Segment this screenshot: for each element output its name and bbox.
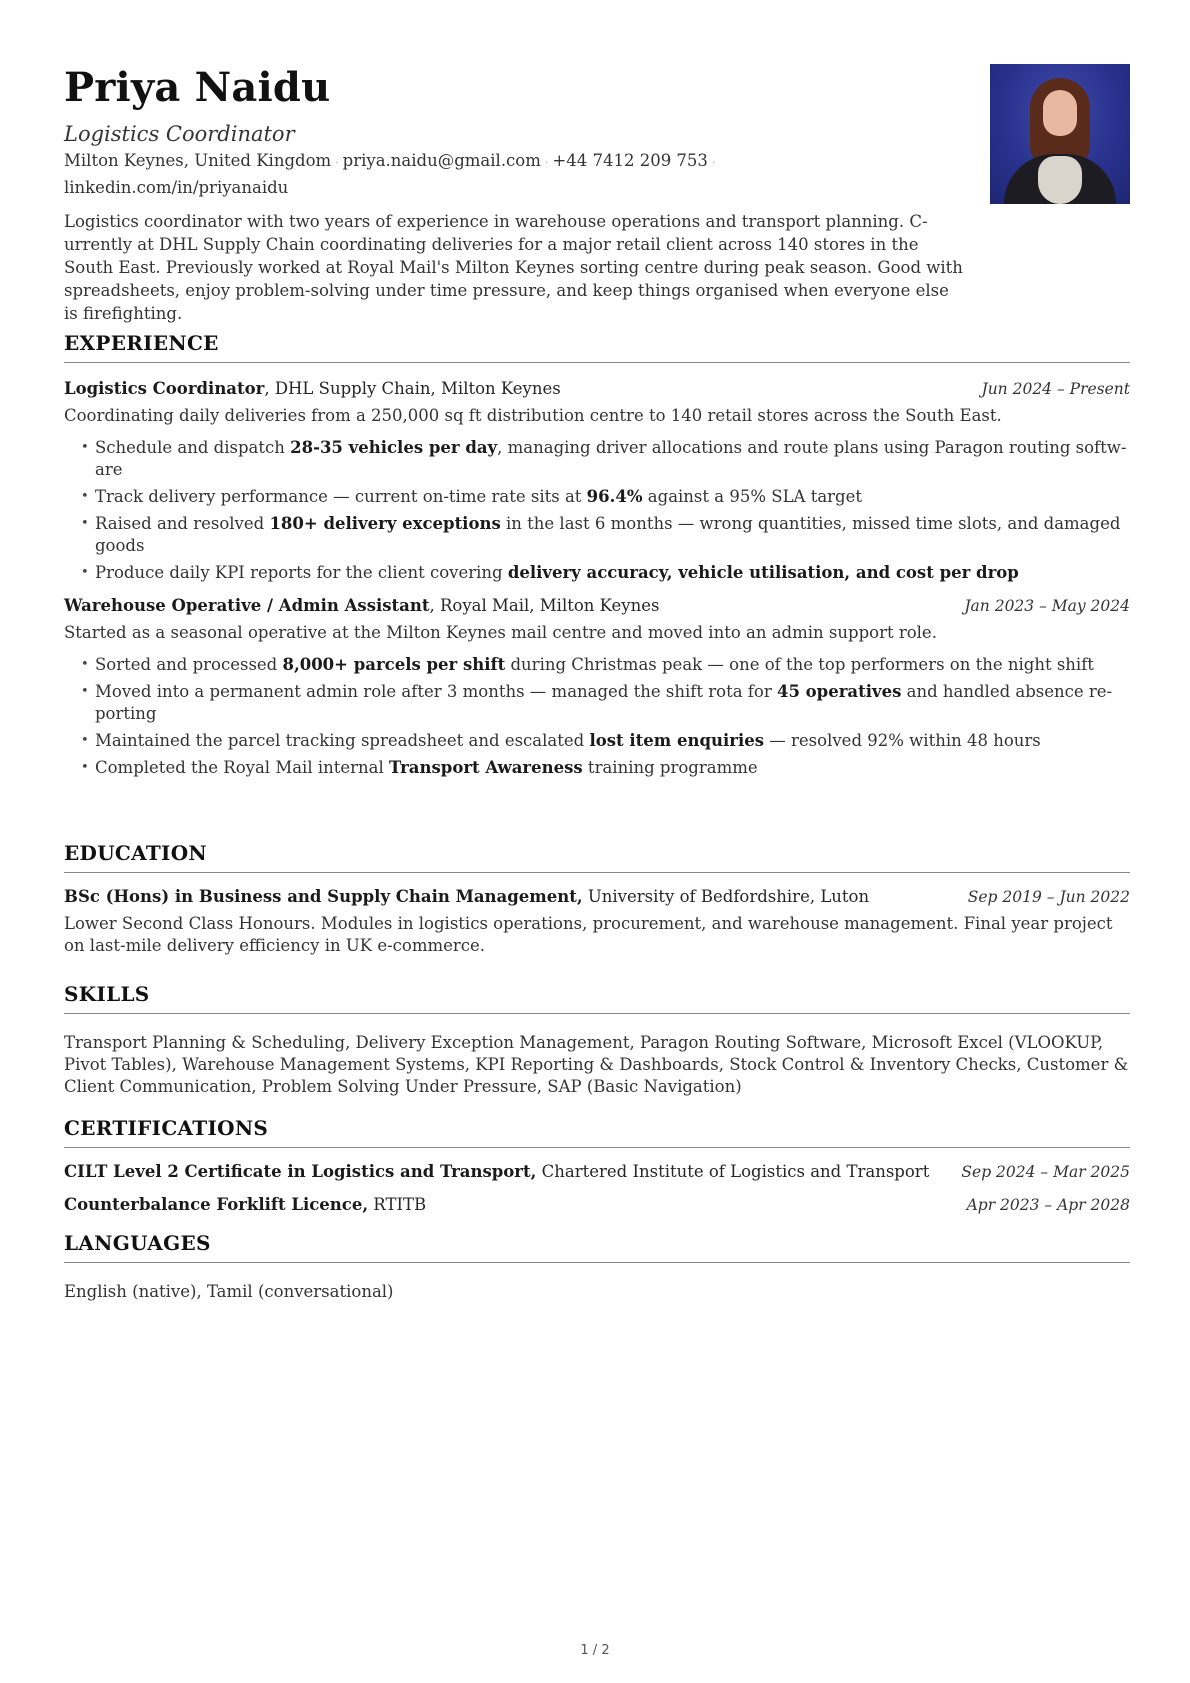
certification-entry xyxy=(64,1160,1130,1184)
job-description: Started as a seasonal operative at the Milton Keynes mail centre and moved into an admin support role. xyxy=(64,623,937,642)
employer: , Royal Mail, Milton Keynes xyxy=(429,596,660,615)
education-section xyxy=(64,840,1130,957)
section-title-experience: EXPERIENCE xyxy=(64,330,1130,363)
email-link[interactable]: priya.naidu@gmail.com xyxy=(342,151,541,170)
job-description: Coordinating daily deliveries from a 250,000 sq ft distribution centre to 140 retail stores across the South East. xyxy=(64,406,1002,425)
experience-section xyxy=(64,330,1130,784)
date-range: Jun 2024 – Present xyxy=(981,380,1130,398)
list-item: • Sorted and processed 8,000+ parcels per shift during Christmas peak — one of the top performers on the night shift xyxy=(64,654,1130,676)
section-title-education: EDUCATION xyxy=(64,840,1130,873)
date-range: Sep 2019 – Jun 2022 xyxy=(967,888,1130,906)
date-range: Apr 2023 – Apr 2028 xyxy=(966,1196,1130,1214)
certification-name: CILT Level 2 Certificate in Logistics and Transport, xyxy=(64,1162,537,1181)
header xyxy=(64,62,964,199)
date-range: Sep 2024 – Mar 2025 xyxy=(961,1163,1130,1181)
list-item: • Produce daily KPI reports for the client covering delivery accuracy, vehicle utilisation, and cost per drop xyxy=(64,562,1130,584)
skills-list: Transport Planning & Scheduling, Delivery Exception Management, Paragon Routing Software, Microsoft Excel (VLOOKUP, Pivot Tables), Warehouse Management Systems, KPI Reporting & Dashboards, Stock Control & Inventory Checks, Customer & Client Communication, Problem Solving Under Pressure, SAP (Basic Navigation) xyxy=(64,1033,1129,1096)
linkedin-link[interactable]: linkedin.com/in/priyanaidu xyxy=(64,178,289,197)
profile-photo xyxy=(990,64,1130,204)
list-item: • Schedule and dispatch 28-35 vehicles per day, managing driver allocations and route plans using Paragon routing softw-are xyxy=(64,437,1130,481)
date-range: Jan 2023 – May 2024 xyxy=(964,597,1130,615)
experience-entry xyxy=(64,377,1130,584)
separator: · xyxy=(711,156,716,169)
education-description: Lower Second Class Honours. Modules in logistics operations, procurement, and warehouse management. Final year project on last-mile delivery efficiency in UK e-commerce. xyxy=(64,914,1113,955)
list-item: • Moved into a permanent admin role after 3 months — managed the shift rota for 45 operatives and handled absence re-porting xyxy=(64,681,1130,725)
job-title: Logistics Coordinator xyxy=(64,122,295,146)
profile-summary: Logistics coordinator with two years of experience in warehouse operations and transport planning. C-urrently at DHL Supply Chain coordinating deliveries for a major retail client across 140 stores in the South East. Previously worked at Royal Mail's Milton Keynes sorting centre during peak season. Good with spreadsheets, enjoy problem-solving under time pressure, and keep things organised when everyone else is firefighting. xyxy=(64,212,963,323)
education-entry xyxy=(64,885,1130,957)
degree: BSc (Hons) in Business and Supply Chain Management, xyxy=(64,887,583,906)
position-title: Warehouse Operative / Admin Assistant xyxy=(64,596,430,615)
languages-list: English (native), Tamil (conversational) xyxy=(64,1282,394,1301)
position-title: Logistics Coordinator xyxy=(64,379,265,398)
candidate-name: Priya Naidu xyxy=(64,64,331,111)
certification-entry xyxy=(64,1193,1130,1217)
phone: +44 7412 209 753 xyxy=(552,151,708,170)
list-item: • Track delivery performance — current on-time rate sits at 96.4% against a 95% SLA target xyxy=(64,486,1130,508)
certification-issuer: Chartered Institute of Logistics and Transport xyxy=(536,1162,930,1181)
certification-issuer: RTITB xyxy=(368,1195,427,1214)
section-title-languages: LANGUAGES xyxy=(64,1230,1130,1263)
list-item: • Maintained the parcel tracking spreadsheet and escalated lost item enquiries — resolved 92% within 48 hours xyxy=(64,730,1130,752)
skills-section xyxy=(64,981,1130,1098)
experience-entry xyxy=(64,594,1130,779)
section-title-certifications: CERTIFICATIONS xyxy=(64,1115,1130,1148)
contact-line xyxy=(64,150,964,174)
separator: · xyxy=(544,156,549,169)
list-item: • Raised and resolved 180+ delivery exceptions in the last 6 months — wrong quantities, missed time slots, and damaged goods xyxy=(64,513,1130,557)
school: University of Bedfordshire, Luton xyxy=(582,887,870,906)
certification-name: Counterbalance Forklift Licence, xyxy=(64,1195,369,1214)
languages-section xyxy=(64,1230,1130,1303)
certifications-section xyxy=(64,1115,1130,1217)
achievement-list xyxy=(64,654,1130,779)
location: Milton Keynes, United Kingdom xyxy=(64,151,332,170)
section-title-skills: SKILLS xyxy=(64,981,1130,1014)
achievement-list xyxy=(64,437,1130,584)
page-number: 1 / 2 xyxy=(580,1643,610,1658)
list-item: • Completed the Royal Mail internal Transport Awareness training programme xyxy=(64,757,1130,779)
separator: · xyxy=(335,156,339,169)
employer: , DHL Supply Chain, Milton Keynes xyxy=(264,379,561,398)
